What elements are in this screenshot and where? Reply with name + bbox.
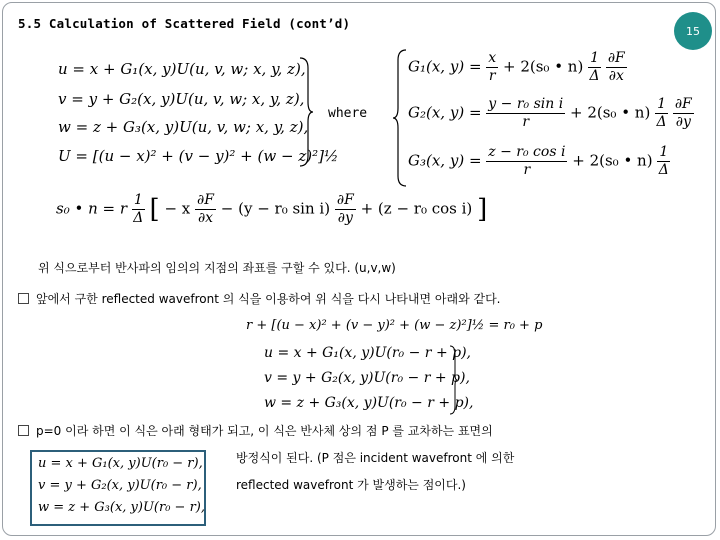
equation-v-p: v = y + G₂(x, y)U(r₀ − r + p), bbox=[264, 370, 470, 386]
bullet-icon bbox=[18, 425, 29, 436]
boxed-equations bbox=[30, 450, 206, 526]
note-coordinates: 위 식으로부터 반사파의 임의의 지점의 좌표를 구할 수 있다. (u,v,w) bbox=[38, 261, 396, 275]
equation-G2: G₂(x, y) = $\frac{\text{y − r₀ sin i}}{r}$ + 2(s₀ • n) $\frac{1}{\Delta}$ $\frac{\partial F}{\partial y}$ bbox=[408, 96, 692, 130]
slide-title: 5.5 Calculation of Scattered Field (cont’d) bbox=[18, 16, 351, 31]
left-brace-icon bbox=[392, 48, 408, 188]
right-brace-icon bbox=[298, 56, 314, 168]
page-number-badge: 15 bbox=[674, 12, 712, 50]
equation-G1: G₁(x, y) = $\frac{x}{r}$ + 2(s₀ • n) $\frac{1}{\Delta}$ $\frac{\partial F}{\partial x}$ bbox=[408, 50, 625, 84]
equation-G3: G₃(x, y) = $\frac{\text{z − r₀ cos i}}{r}$ + 2(s₀ • n) $\frac{1}{\Delta}$ bbox=[408, 144, 669, 178]
note-reflected-point: reflected wavefront 가 발생하는 점이다.) bbox=[236, 478, 466, 492]
equation-w-boxed: w = z + G₃(x, y)U(r₀ − r), bbox=[38, 500, 206, 515]
equation-U: U = [(u − x)² + (v − y)² + (w − z)²]½ bbox=[58, 147, 339, 165]
equation-v: v = y + G₂(x, y)U(u, v, w; x, y, z), bbox=[58, 90, 305, 108]
equation-s0-dot-n: s₀ • n = r $\frac{1}{\Delta}$ [ − x $\frac{\partial F}{\partial x}$ − (y − r₀ sin i) $\frac{\partial F}{\partial y}$ + (z − r₀ cos i) ] bbox=[56, 192, 488, 226]
equation-path-length: r + [(u − x)² + (v − y)² + (w − z)²]½ = r₀ + p bbox=[246, 318, 543, 333]
right-brace-icon bbox=[448, 344, 458, 416]
equation-w: w = z + G₃(x, y)U(u, v, w; x, y, z), bbox=[58, 118, 309, 136]
equation-u: u = x + G₁(x, y)U(u, v, w; x, y, z), bbox=[58, 60, 306, 78]
equation-v-boxed: v = y + G₂(x, y)U(r₀ − r), bbox=[38, 478, 202, 493]
note-equation-surface: 방정식이 된다. (P 점은 incident wavefront 에 의한 bbox=[236, 451, 515, 465]
equation-w-p: w = z + G₃(x, y)U(r₀ − r + p), bbox=[264, 395, 474, 411]
equation-u-p: u = x + G₁(x, y)U(r₀ − r + p), bbox=[264, 345, 471, 361]
note-reflected-wavefront: 앞에서 구한 reflected wavefront 의 식을 이용하여 위 식을 다시 나타내면 아래와 같다. bbox=[36, 292, 501, 306]
bullet-icon bbox=[18, 293, 29, 304]
note-p-zero: p=0 이라 하면 이 식은 아래 형태가 되고, 이 식은 반사체 상의 점 P 를 교차하는 표면의 bbox=[36, 424, 493, 438]
equation-u-boxed: u = x + G₁(x, y)U(r₀ − r), bbox=[38, 456, 203, 471]
where-label: where bbox=[328, 106, 368, 121]
